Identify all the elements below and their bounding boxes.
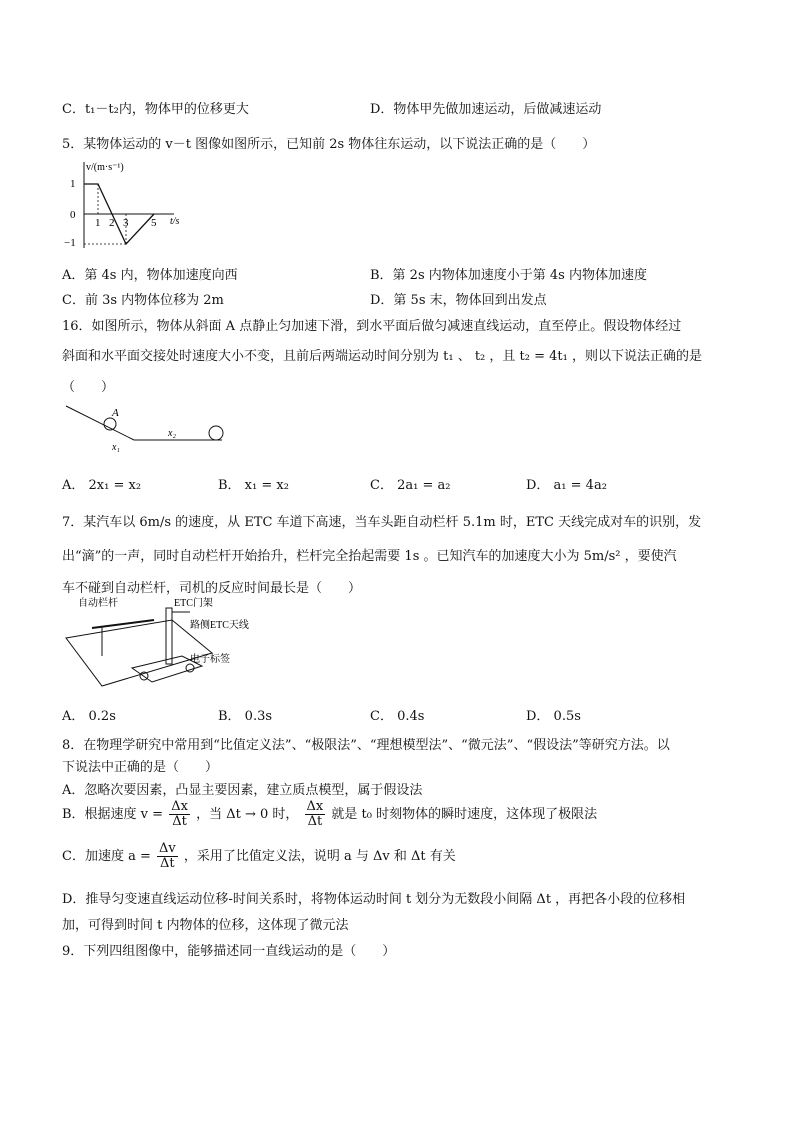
- q8-option-d-line-1: D．推导匀变速直线运动位移-时间关系时，将物体运动时间 t 划分为无数段小间隔 Δt ，再把各小段的位移相: [62, 892, 686, 907]
- slope-line: [66, 406, 134, 440]
- car-wheel-2: [186, 664, 194, 672]
- v-axis-label: v/(m·s⁻¹): [86, 162, 124, 173]
- q8-line-2: 下说法中正确的是（ ）: [62, 760, 219, 775]
- q4-option-d: D．物体甲先做加速运动，后做减速运动: [370, 102, 602, 117]
- q7-etc-figure: [62, 598, 249, 693]
- etc-gantry: [166, 608, 172, 664]
- x2-label: x₂: [168, 428, 176, 439]
- q8-line-1: 8．在物理学研究中常用到“比值定义法”、“极限法”、“理想模型法”、“微元法”、“假设法”等研究方法。以: [62, 738, 670, 753]
- q4-option-c: C．t₁－t₂内，物体甲的位移更大: [62, 102, 249, 117]
- q7-option-b: B． 0.3s: [218, 709, 273, 724]
- ytick-neg1: −1: [64, 237, 76, 249]
- q8-option-c: [62, 842, 456, 871]
- xtick-3: 3: [123, 217, 129, 229]
- q5-option-a: A．第 4s 内，物体加速度向西: [62, 268, 238, 283]
- q8-b-frac2-num: Δx: [306, 799, 324, 814]
- q6-option-c: C． 2a₁ = a₂: [370, 478, 451, 493]
- q6-line-1: 16．如图所示，物体从斜面 A 点静止匀加速下滑，到水平面后做匀减速直线运动，直至停止。假设物体经过: [62, 319, 682, 334]
- q6-option-d: D． a₁ = 4a₂: [526, 478, 607, 493]
- q8-c-post: ，采用了比值定义法，说明 a 与 Δv 和 Δt 有关: [183, 849, 456, 864]
- x1-label: x₁: [112, 442, 120, 453]
- q8-option-a: A．忽略次要因素，凸显主要因素，建立质点模型，属于假设法: [62, 783, 423, 798]
- q8-b-pre: B．根据速度 v =: [62, 807, 164, 822]
- q8-c-fraction: [157, 842, 178, 871]
- ball-at-end: [209, 426, 223, 440]
- q8-b-fraction-2: [305, 800, 326, 829]
- q6-option-b: B． x₁ = x₂: [218, 478, 289, 493]
- label-antenna: 路侧ETC天线: [190, 620, 249, 631]
- q8-c-frac-num: Δv: [159, 841, 176, 856]
- q5-option-d: D．第 5s 末，物体回到出发点: [370, 293, 547, 308]
- q8-b-frac2-den: Δt: [307, 814, 323, 829]
- q8-option-b: [62, 800, 597, 829]
- q8-c-pre: C．加速度 a =: [62, 849, 151, 864]
- q6-line-3: （ ）: [62, 380, 115, 395]
- ytick-0: 0: [70, 209, 76, 221]
- q8-b-frac-den: Δt: [172, 814, 187, 829]
- xtick-2: 2: [109, 217, 115, 229]
- q8-b-frac-num: Δx: [171, 799, 188, 814]
- q9-stem: 9．下列四组图像中，能够描述同一直线运动的是（ ）: [62, 944, 396, 959]
- q8-b-fraction: [169, 800, 190, 829]
- q8-c-frac-den: Δt: [160, 856, 175, 871]
- q7-option-a: A． 0.2s: [62, 709, 116, 724]
- label-tag: 电子标签: [190, 654, 230, 665]
- q7-line-2: 出“滴”的一声，同时自动栏杆开始抬升，栏杆完全抬起需要 1s 。已知汽车的加速度大小为 5m/s² ，要使汽: [62, 549, 677, 564]
- xtick-1: 1: [95, 217, 101, 229]
- ytick-1: 1: [70, 178, 76, 190]
- q6-slope-figure: [62, 400, 232, 460]
- q7-option-c: C． 0.4s: [370, 709, 425, 724]
- q6-option-a: A． 2x₁ = x₂: [62, 478, 142, 493]
- t-axis-label: t/s: [170, 216, 180, 227]
- q8-b-mid: ，当 Δt → 0 时，: [196, 807, 299, 822]
- q5-option-b: B．第 2s 内物体加速度小于第 4s 内物体加速度: [370, 268, 647, 283]
- q5-stem: 5．某物体运动的 v－t 图像如图所示，已知前 2s 物体往东运动，以下说法正确的是（ ）: [62, 137, 596, 152]
- q7-option-d: D． 0.5s: [526, 709, 581, 724]
- q7-line-1: 7．某汽车以 6m/s 的速度，从 ETC 车道下高速，当车头距自动栏杆 5.1m 时，ETC 天线完成对车的识别，发: [62, 515, 702, 530]
- q5-option-c: C．前 3s 内物体位移为 2m: [62, 293, 224, 308]
- q8-option-d-line-2: 加，可得到时间 t 内物体的位移，这体现了微元法: [62, 918, 349, 933]
- q6-line-2: 斜面和水平面交接处时速度大小不变，且前后两端运动时间分别为 t₁ 、 t₂ ，且 t₂ = 4t₁ ，则以下说法正确的是: [62, 349, 702, 364]
- label-etc-gate: ETC门架: [174, 598, 213, 609]
- label-gate-arm: 自动栏杆: [78, 598, 118, 609]
- point-a-label: A: [112, 407, 119, 419]
- xtick-5: 5: [151, 217, 157, 229]
- gate-arm: [92, 620, 154, 628]
- q5-vt-chart: [62, 160, 202, 255]
- q7-line-3: 车不碰到自动栏杆，司机的反应时间最长是（ ）: [62, 581, 362, 596]
- q8-b-post: 就是 t₀ 时刻物体的瞬时速度，这体现了极限法: [331, 807, 598, 822]
